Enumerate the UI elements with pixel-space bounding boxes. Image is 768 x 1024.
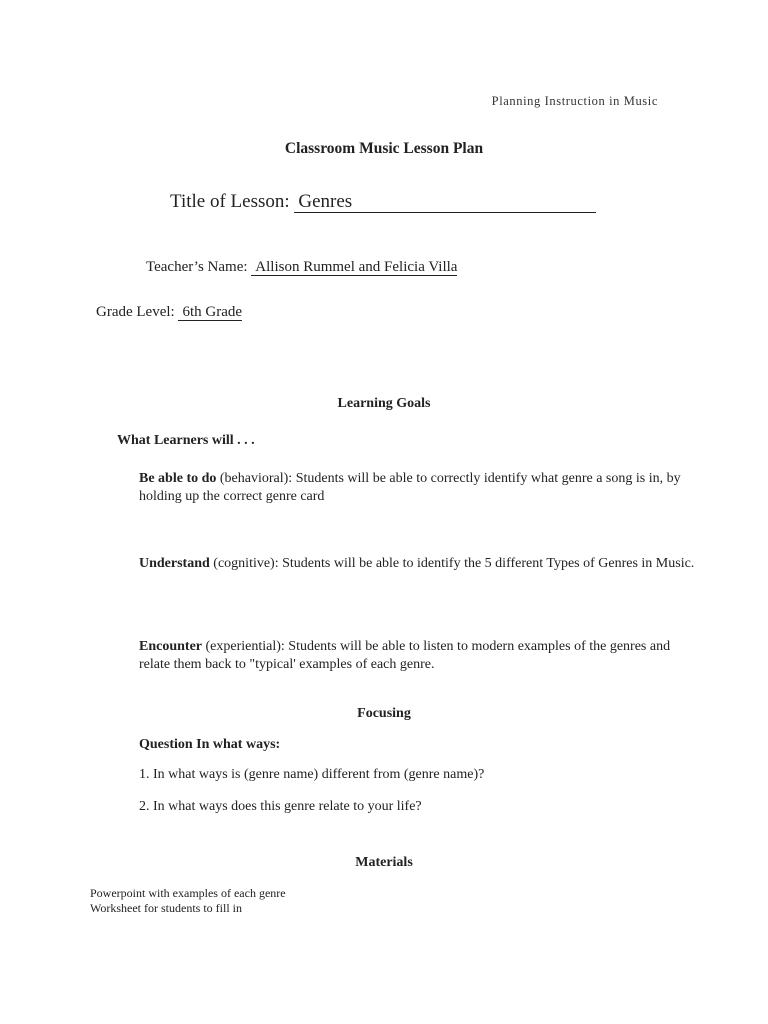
lesson-title-value: Genres bbox=[294, 192, 596, 213]
goal-term: Be able to do bbox=[139, 471, 217, 486]
focusing-question: 2. In what ways does this genre relate to your life? bbox=[139, 799, 422, 814]
goal-term: Encounter bbox=[139, 639, 202, 654]
goal-text: (experiential): Students will be able to listen to modern examples of the genres and relate them back to "typical' examples of each genre. bbox=[139, 639, 671, 672]
goal-cognitive bbox=[139, 555, 699, 573]
focusing-question: 1. In what ways is (genre name) different from (genre name)? bbox=[139, 767, 485, 782]
teacher-name-field bbox=[146, 259, 457, 276]
lesson-title-field bbox=[170, 191, 596, 213]
goal-text: (cognitive): Students will be able to identify the 5 different Types of Genres in Music. bbox=[209, 556, 695, 571]
grade-level-label: Grade Level: bbox=[96, 304, 175, 320]
goal-term: Understand bbox=[139, 556, 210, 571]
goal-behavioral bbox=[139, 470, 699, 506]
lesson-title-label: Title of Lesson: bbox=[170, 191, 290, 212]
learning-goals-heading: Learning Goals bbox=[337, 396, 431, 411]
focusing-heading: Focusing bbox=[357, 706, 411, 721]
teacher-name-label: Teacher’s Name: bbox=[146, 259, 248, 275]
goal-text: (behavioral): Students will be able to correctly identify what genre a song is in, by holding up the correct genre card bbox=[139, 471, 681, 504]
materials-item: Worksheet for students to fill in bbox=[90, 901, 243, 915]
grade-level-value: 6th Grade bbox=[178, 304, 242, 321]
materials-heading: Materials bbox=[355, 855, 413, 870]
running-head: Planning Instruction in Music bbox=[491, 94, 658, 108]
materials-list bbox=[90, 886, 286, 916]
focusing-question-label: Question In what ways: bbox=[139, 737, 281, 752]
goal-experiential bbox=[139, 638, 699, 674]
learning-goals-intro: What Learners will . . . bbox=[117, 433, 255, 448]
document-title: Classroom Music Lesson Plan bbox=[284, 140, 484, 157]
grade-level-field bbox=[96, 304, 242, 321]
materials-item: Powerpoint with examples of each genre bbox=[90, 886, 286, 900]
teacher-name-value: Allison Rummel and Felicia Villa bbox=[251, 259, 457, 276]
